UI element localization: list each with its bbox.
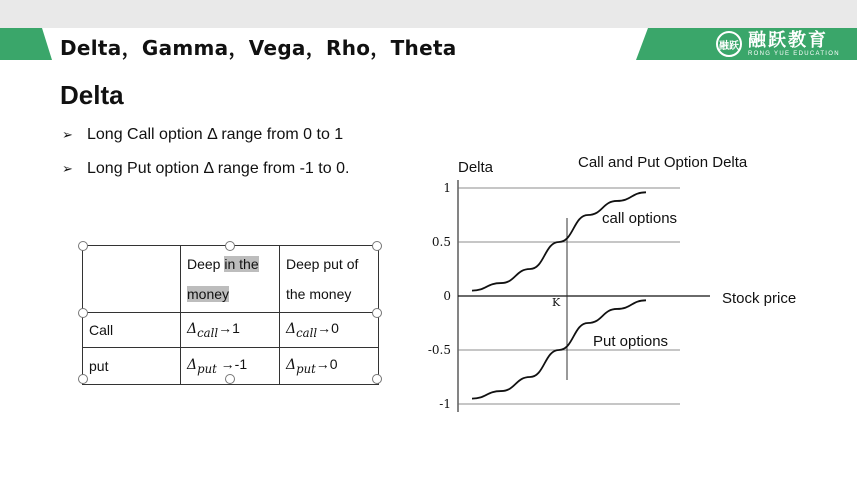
slide-title: Delta，Gamma，Vega，Rho，Theta (60, 36, 457, 60)
resize-handle[interactable] (372, 374, 382, 384)
arrow-bullet-icon: ➢ (62, 127, 73, 142)
series-line-call (472, 192, 646, 290)
bullet-text: Long Put option Δ range from -1 to 0. (87, 160, 350, 177)
table-cell: $\Delta_{put}\to 0$ (280, 348, 379, 385)
resize-handle[interactable] (78, 374, 88, 384)
top-strip (0, 0, 857, 28)
table-corner-cell (83, 246, 181, 313)
table-cell: $\Delta_{call}\to 1$ (181, 313, 280, 348)
logo-icon: 融跃 (716, 31, 742, 57)
delta-chart (420, 150, 820, 420)
series-label-call: call options (602, 210, 678, 227)
y-tick-label: -0.5 (427, 343, 451, 357)
table-cell: $\Delta_{call}\to 0$ (280, 313, 379, 348)
strike-label: K (552, 296, 561, 309)
y-tick-label: -1 (439, 397, 451, 411)
table-header-cell: Deep put of the money (280, 246, 379, 313)
chart-title: Call and Put Option Delta (578, 154, 748, 171)
row-label: Call (83, 313, 181, 348)
table-row (83, 313, 379, 348)
table-header-cell: Deep in the money (181, 246, 280, 313)
arrow-bullet-icon: ➢ (62, 161, 73, 176)
brand-logo (716, 30, 840, 58)
x-axis-label: Stock price (722, 290, 797, 307)
section-title: Delta (60, 80, 124, 110)
bullet-item (62, 126, 343, 144)
resize-handle[interactable] (225, 241, 235, 251)
y-axis-label: Delta (458, 159, 494, 176)
resize-handle[interactable] (372, 308, 382, 318)
resize-handle[interactable] (372, 241, 382, 251)
resize-handle[interactable] (225, 374, 235, 384)
y-tick-label: 0.5 (431, 235, 451, 249)
series-label-put: Put options (593, 333, 669, 350)
resize-handle[interactable] (78, 241, 88, 251)
row-label: put (83, 348, 181, 385)
table-cell: $\Delta_{put} \to-1$ (181, 348, 280, 385)
resize-handle[interactable] (78, 308, 88, 318)
bullet-text: Long Call option Δ range from 0 to 1 (87, 126, 344, 143)
delta-table[interactable] (82, 245, 379, 385)
bullet-item (62, 160, 349, 178)
y-tick-label: 1 (443, 181, 451, 195)
logo-name: 融跃教育 (748, 30, 828, 50)
logo-subtitle: RONG YUE EDUCATION (748, 51, 840, 57)
y-tick-label: 0 (443, 289, 451, 303)
table-header-row (83, 246, 379, 313)
